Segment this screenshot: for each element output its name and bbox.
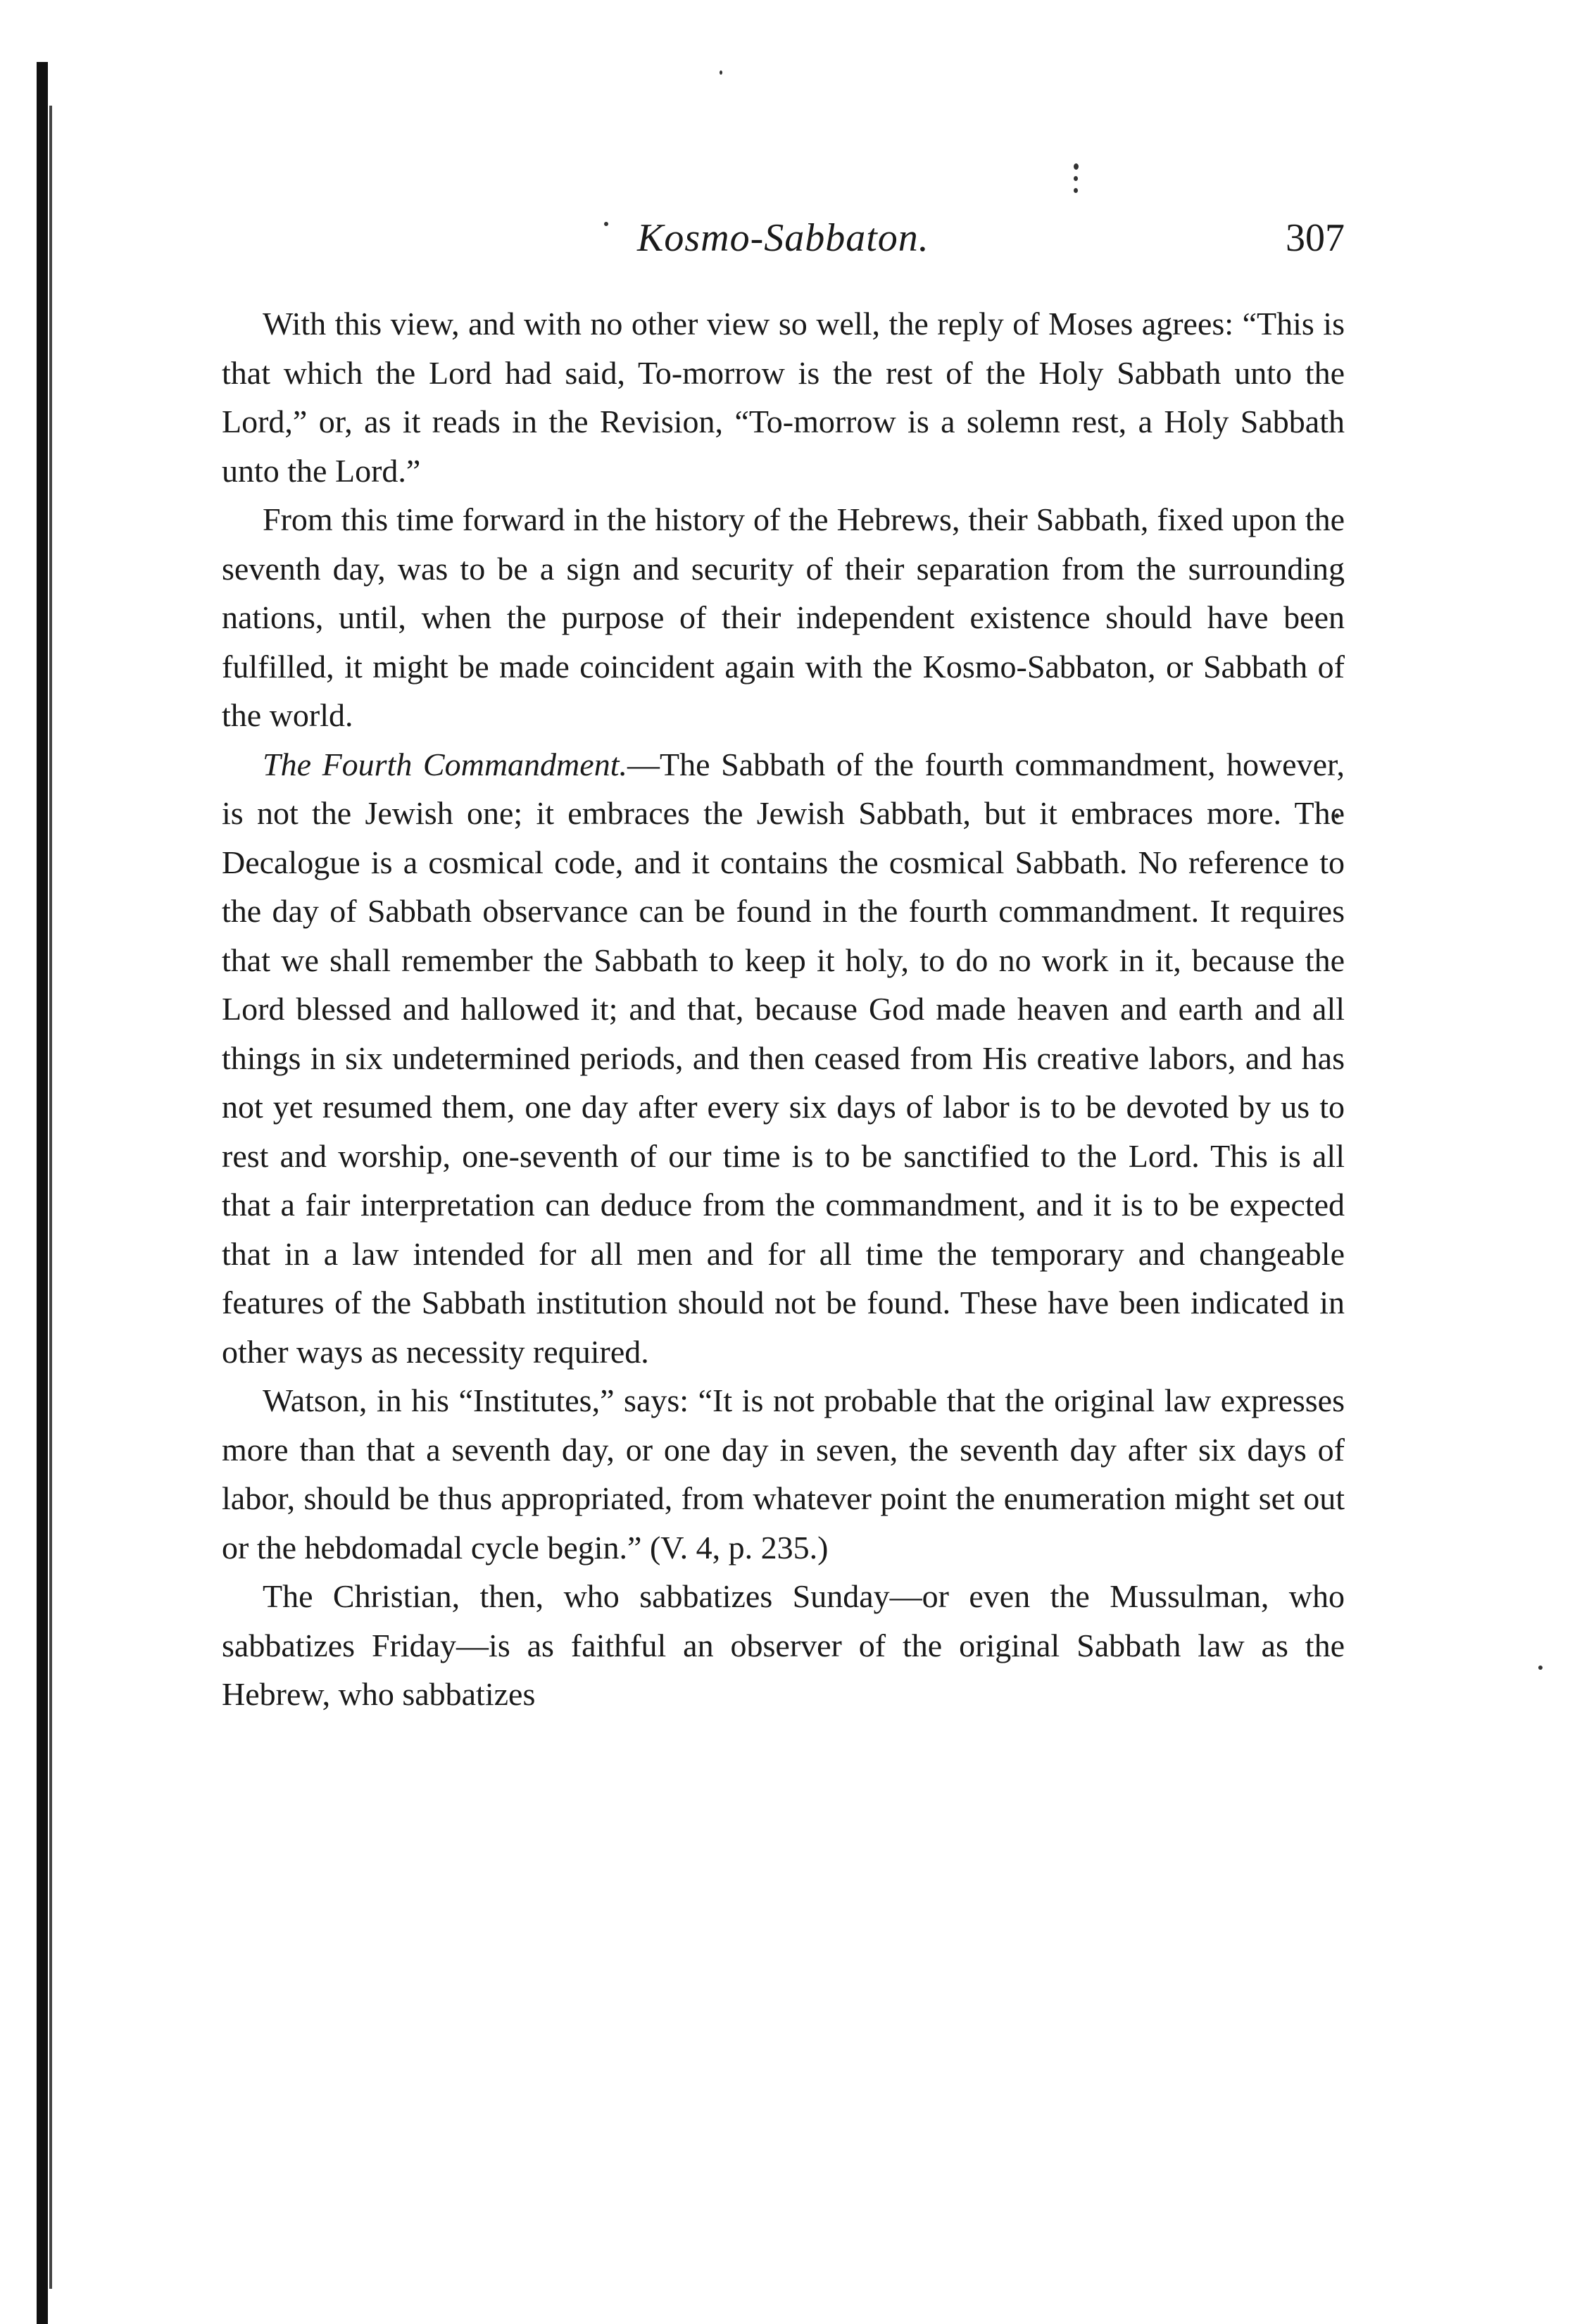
print-speck <box>1538 1666 1543 1670</box>
paragraph: The Christian, then, who sabbatizes Sunday—or even the Mussulman, who sabbatizes Friday—is as faithful an observer of the original Sabbath law as the Hebrew, who sabbatizes <box>222 1578 1345 1712</box>
paragraph: From this time forward in the history of the Hebrews, their Sabbath, fixed upon the seventh day, was to be a sign and security of their separation from the surrounding nations, until, when the purpose of their independent existence should have been fulfilled, it might be made coincident again with the Kosmo-Sabbaton, or Sabbath of the world. <box>222 501 1345 733</box>
print-speck <box>720 70 722 75</box>
print-speck <box>1074 188 1078 193</box>
binding-edge-shadow <box>49 106 52 2289</box>
paragraph: Watson, in his “Institutes,” says: “It is not probable that the original law expresses more than that a seventh day, or one day in seven, the seventh day after six days of labor, should be thus appropriated, from whatever point the enumeration might set out or the hebdomadal cycle begin.” (V. 4, p. 235.) <box>222 1382 1345 1566</box>
section-lead: The Fourth Commandment. <box>263 746 627 782</box>
binding-edge <box>37 62 48 2324</box>
paragraph <box>222 740 1345 1377</box>
print-speck <box>1074 176 1078 181</box>
page-number: 307 <box>1286 216 1345 260</box>
body-text <box>222 299 1345 1719</box>
page-header <box>222 211 1345 275</box>
running-head: Kosmo-Sabbaton. <box>637 216 929 260</box>
paragraph: With this view, and with no other view so well, the reply of Moses agrees: “This is that which the Lord had said, To-morrow is the rest of the Holy Sabbath unto the Lord,” or, as it reads in the Revision, “To-morrow is a solemn rest, a Holy Sabbath unto the Lord.” <box>222 306 1345 489</box>
print-speck <box>1074 163 1079 170</box>
paragraph-text: —The Sabbath of the fourth commandment, however, is not the Jewish one; it embraces the Jewish Sabbath, but it embraces more. The Decalogue is a cosmical code, and it contains the cosmical Sabbath. No reference to the day of Sabbath observance can be found in the fourth commandment. It requires that we shall remember the Sabbath to keep it holy, to do no work in it, because the Lord blessed and hallowed it; and that, because God made heaven and earth and all things in six undetermined periods, and then ceased from His creative labors, and has not yet resumed them, one day after every six days of labor is to be devoted by us to rest and worship, one-seventh of our time is to be sanctified to the Lord. This is all that a fair interpretation can deduce from the commandment, and it is to be expected that in a law intended for all men and for all time the temporary and changeable features of the Sabbath institution should not be found. These have been indicated in other ways as necessity required. <box>222 746 1345 1370</box>
